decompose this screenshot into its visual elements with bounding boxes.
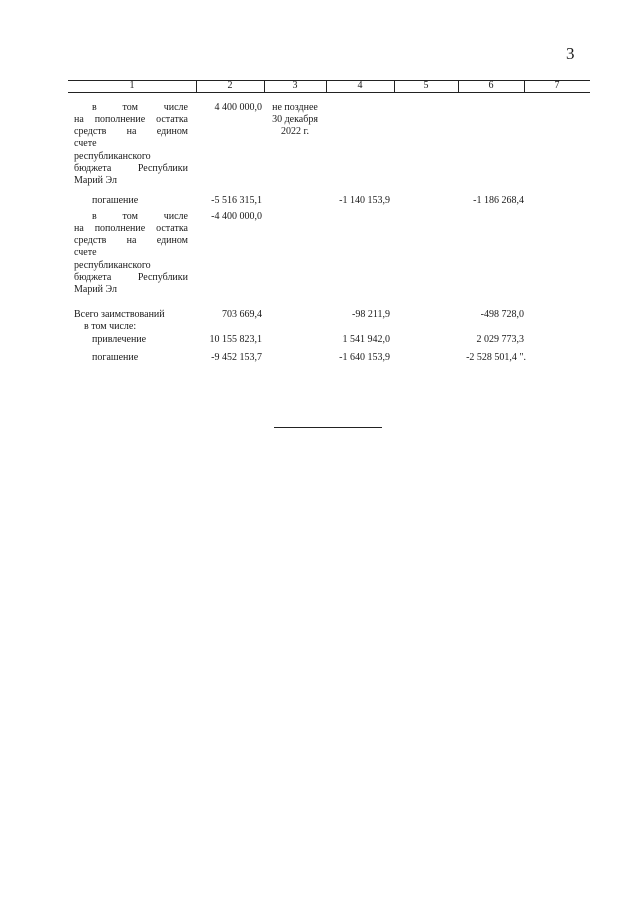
attraction-col6-value: 2 029 773,3 — [476, 334, 524, 345]
total-col6-value: -498 728,0 — [480, 309, 524, 320]
total-col4-value: -98 211,9 — [352, 309, 390, 320]
row1-col3-deadline: не позднее 30 декабря 2022 г. — [272, 102, 318, 138]
row2-label: погашение — [92, 195, 139, 206]
row1-col2-value: 4 400 000,0 — [214, 102, 262, 113]
repayment-label: погашение — [92, 352, 139, 363]
page-number: 3 — [566, 44, 575, 63]
row3-label-cont: на пополнение остатка средств на едином счете республиканского бюджета Республики Марий Эл — [74, 223, 188, 296]
row3-label: в том числе — [92, 211, 188, 222]
total-col2-value: 703 669,4 — [222, 309, 262, 320]
total-label: Всего заимствований — [74, 309, 165, 320]
row2-col6-value: -1 186 268,4 — [473, 195, 524, 206]
row1-label: в том числе — [92, 102, 188, 113]
header-col-3: 3 — [292, 80, 298, 91]
header-col-5: 5 — [423, 80, 429, 91]
header-col-6: 6 — [488, 80, 494, 91]
row3-col2-value: -4 400 000,0 — [211, 211, 262, 222]
attraction-col4-value: 1 541 942,0 — [342, 334, 390, 345]
row2-col4-value: -1 140 153,9 — [339, 195, 390, 206]
header-col-4: 4 — [357, 80, 363, 91]
row1-label-cont: на пополнение остатка средств на едином счете республиканского бюджета Республики Марий Эл — [74, 114, 188, 187]
header-col-2: 2 — [227, 80, 233, 91]
attraction-label: привлечение — [92, 334, 147, 345]
attraction-col2-value: 10 155 823,1 — [209, 334, 262, 345]
including-label: в том числе: — [84, 321, 137, 332]
row2-col2-value: -5 516 315,1 — [211, 195, 262, 206]
repayment-col4-value: -1 640 153,9 — [339, 352, 390, 363]
header-col-1: 1 — [129, 80, 135, 91]
table-header — [68, 80, 590, 92]
repayment-col6-value: -2 528 501,4 ". — [466, 352, 526, 363]
repayment-col2-value: -9 452 153,7 — [211, 352, 262, 363]
header-col-7: 7 — [554, 80, 560, 91]
closing-rule — [274, 427, 382, 428]
header-bottom-border — [68, 92, 590, 93]
